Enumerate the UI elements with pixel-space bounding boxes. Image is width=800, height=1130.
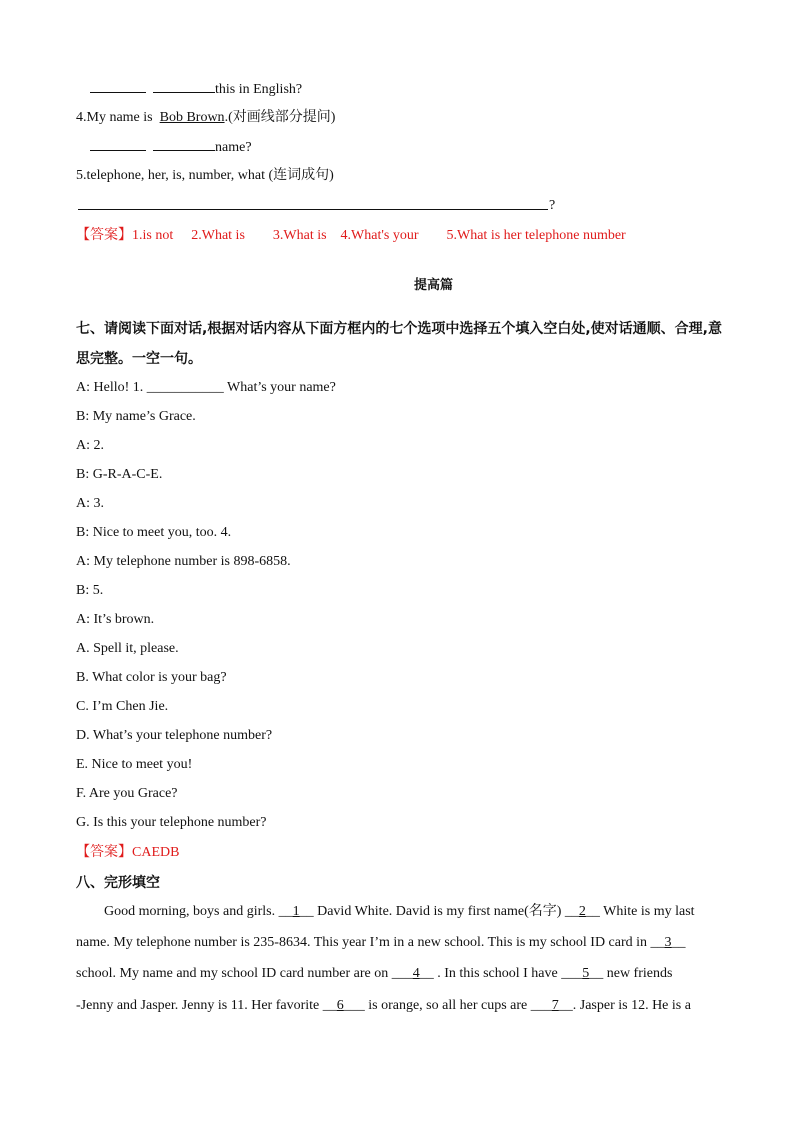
cloze-line-2 [76, 934, 686, 952]
cloze-text: __. Jasper is 12. He is a [558, 998, 691, 1013]
dialogue-line-2: B: My name’s Grace. [76, 409, 196, 424]
cloze-blank-7[interactable]: 7 [551, 998, 559, 1013]
cloze-text: __ [671, 935, 686, 950]
cloze-text: school. My name and my school ID card number are on ___ [76, 966, 413, 981]
option-e: E. Nice to meet you! [76, 757, 193, 772]
answer-4: 4.What's your [340, 228, 419, 243]
cloze-text: Good morning, boys and girls. __ [104, 904, 293, 919]
q4-answer-line [90, 138, 252, 157]
answer-1: 1.is not [132, 228, 174, 243]
section7-instruction-2: 思完整。一空一句。 [76, 351, 202, 367]
q4-underlined: Bob Brown [159, 110, 225, 125]
section-title: 提高篇 [414, 278, 454, 293]
dialogue-line-7: A: My telephone number is 898-6858. [76, 554, 291, 569]
q4-blank-1[interactable] [90, 138, 146, 151]
section7-instruction-1: 七、请阅读下面对话,根据对话内容从下面方框内的七个选项中选择五个填入空白处,使对话通顺、合理,意 [76, 321, 722, 337]
cloze-line-4 [76, 997, 691, 1015]
section7-answer-value: CAEDB [132, 845, 180, 860]
q5-end: ? [549, 198, 556, 213]
option-a: A. Spell it, please. [76, 641, 179, 656]
section8-title: 八、完形填空 [76, 875, 160, 891]
answer-2: 2.What is [191, 228, 245, 243]
cloze-blank-1[interactable]: 1 [292, 904, 300, 919]
q3-blank-2[interactable] [153, 80, 215, 93]
dialogue-line-9: A: It’s brown. [76, 612, 155, 627]
answer-3: 3.What is [272, 228, 327, 243]
cloze-line-1 [104, 903, 695, 921]
q4-blank-2[interactable] [153, 138, 215, 151]
section7-answer-label: 【答案】 [76, 845, 132, 860]
option-c: C. I’m Chen Jie. [76, 699, 169, 714]
dialogue-line-4: B: G-R-A-C-E. [76, 467, 163, 482]
option-b: B. What color is your bag? [76, 670, 227, 685]
option-f: F. Are you Grace? [76, 786, 178, 801]
section7-answer [76, 844, 179, 862]
cloze-text: __ . In this school I have ___ [419, 966, 583, 981]
q5-answer-line[interactable] [78, 197, 548, 210]
q5-prompt: 5.telephone, her, is, number, what (连词成句) [76, 168, 334, 183]
cloze-blank-6[interactable]: 6 [336, 998, 344, 1013]
answer-line-1 [76, 227, 626, 245]
q4-suffix: .(对画线部分提问) [224, 110, 336, 125]
answer-label: 【答案】 [76, 228, 132, 243]
dialogue-line-3: A: 2. [76, 438, 104, 453]
dialogue-line-5: A: 3. [76, 496, 104, 511]
answer-5: 5.What is her telephone number [446, 228, 626, 243]
dialogue-line-6: B: Nice to meet you, too. 4. [76, 525, 232, 540]
q3-tail: this in English? [215, 82, 303, 97]
cloze-text: -Jenny and Jasper. Jenny is 11. Her favorite __ [76, 998, 337, 1013]
q4-prefix: 4.My name is [76, 110, 157, 125]
q4-tail: name? [215, 140, 252, 155]
cloze-text: __ David White. David is my first name(名字) __ [299, 904, 579, 919]
cloze-line-3 [76, 965, 672, 983]
cloze-text: name. My telephone number is 235-8634. This year I’m in a new school. This is my school ID card in __ [76, 935, 665, 950]
cloze-blank-4[interactable]: 4 [412, 966, 420, 981]
cloze-blank-3[interactable]: 3 [664, 935, 672, 950]
dialogue-line-1: A: Hello! 1. ___________ What’s your name? [76, 380, 336, 395]
cloze-text: __ White is my last [585, 904, 695, 919]
option-g: G. Is this your telephone number? [76, 815, 267, 830]
dialogue-line-8: B: 5. [76, 583, 104, 598]
cloze-text: ___ is orange, so all her cups are ___ [343, 998, 552, 1013]
cloze-blank-2[interactable]: 2 [578, 904, 586, 919]
q3-blank-1[interactable] [90, 80, 146, 93]
option-d: D. What’s your telephone number? [76, 728, 273, 743]
q3-line [90, 80, 302, 99]
cloze-blank-5[interactable]: 5 [582, 966, 590, 981]
cloze-text: __ new friends [589, 966, 673, 981]
q4-line [76, 109, 335, 127]
